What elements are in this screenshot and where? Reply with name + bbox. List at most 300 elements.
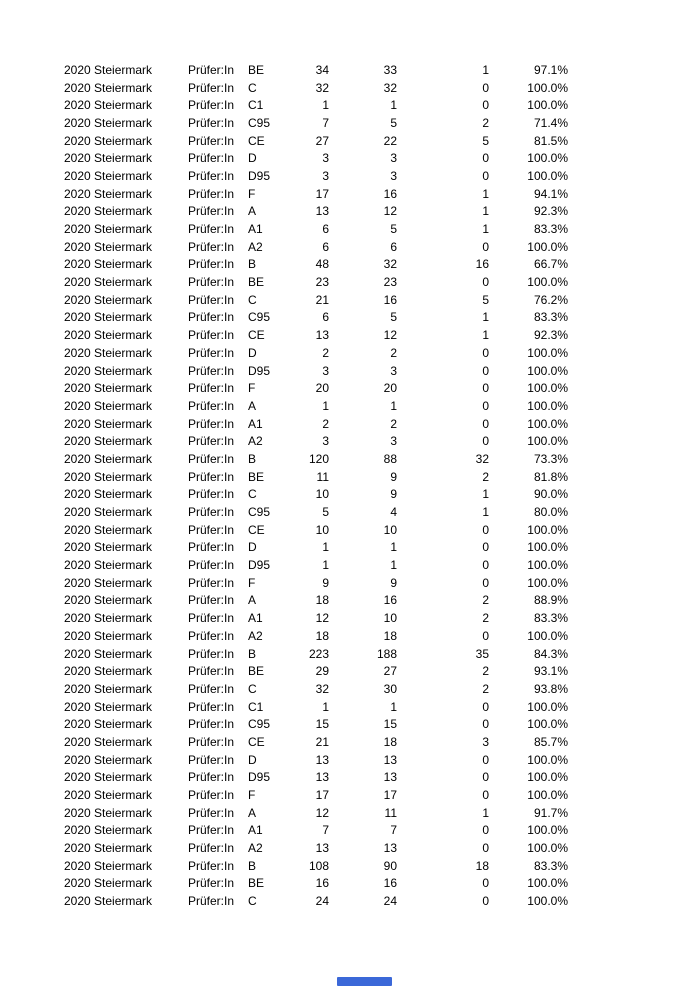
cell-pass-rate: 100.0% (527, 841, 568, 856)
cell-exams-passed: 33 (383, 62, 397, 77)
table-row (64, 132, 568, 150)
cell-examiner-label: Prüfer:In (188, 239, 235, 254)
cell-year-region: 2020 Steiermark (64, 611, 153, 626)
table-row (64, 627, 568, 645)
cell-license-class: A (248, 398, 257, 413)
table-row (64, 114, 568, 132)
cell-exams-passed: 9 (390, 487, 397, 502)
cell-exams-failed: 1 (482, 204, 489, 219)
cell-exams-passed: 27 (383, 664, 397, 679)
cell-examiner-label: Prüfer:In (188, 752, 235, 767)
cell-exams-total: 1 (322, 98, 329, 113)
cell-exams-failed: 0 (482, 575, 489, 590)
cell-exams-total: 6 (322, 239, 329, 254)
cell-year-region: 2020 Steiermark (64, 788, 153, 803)
cell-exams-passed: 1 (390, 558, 397, 573)
cell-license-class: C (248, 80, 257, 95)
cell-license-class: F (248, 381, 256, 396)
cell-exams-failed: 0 (482, 717, 489, 732)
cell-pass-rate: 94.1% (533, 186, 568, 201)
cell-exams-failed: 0 (482, 363, 489, 378)
cell-exams-passed: 9 (390, 469, 397, 484)
cell-year-region: 2020 Steiermark (64, 292, 153, 307)
cell-exams-failed: 16 (475, 257, 489, 272)
cell-exams-failed: 2 (482, 469, 489, 484)
cell-exams-failed: 0 (482, 275, 489, 290)
cell-year-region: 2020 Steiermark (64, 80, 153, 95)
cell-exams-failed: 0 (482, 823, 489, 838)
cell-year-region: 2020 Steiermark (64, 487, 153, 502)
cell-exams-passed: 12 (383, 204, 397, 219)
table-row (64, 167, 568, 185)
cell-examiner-label: Prüfer:In (188, 681, 235, 696)
cell-pass-rate: 83.3% (533, 858, 568, 873)
cell-year-region: 2020 Steiermark (64, 186, 153, 201)
cell-examiner-label: Prüfer:In (188, 505, 235, 520)
table-row (64, 556, 568, 574)
cell-exams-passed: 1 (390, 540, 397, 555)
cell-exams-passed: 3 (390, 434, 397, 449)
cell-pass-rate: 100.0% (527, 398, 568, 413)
cell-pass-rate: 100.0% (527, 168, 568, 183)
cell-exams-passed: 6 (390, 239, 397, 254)
cell-license-class: A (248, 805, 257, 820)
cell-pass-rate: 76.2% (533, 292, 568, 307)
cell-exams-total: 21 (315, 734, 329, 749)
cell-exams-failed: 1 (482, 505, 489, 520)
table-row (64, 857, 568, 875)
cell-exams-total: 12 (315, 805, 329, 820)
cell-year-region: 2020 Steiermark (64, 451, 153, 466)
cell-exams-passed: 10 (383, 522, 397, 537)
cell-license-class: BE (248, 469, 265, 484)
cell-license-class: D95 (248, 558, 271, 573)
cell-license-class: A2 (248, 434, 263, 449)
cell-examiner-label: Prüfer:In (188, 345, 235, 360)
cell-exams-total: 13 (315, 752, 329, 767)
cell-pass-rate: 100.0% (527, 416, 568, 431)
cell-exams-total: 108 (308, 858, 329, 873)
cell-exams-total: 9 (322, 575, 329, 590)
cell-examiner-label: Prüfer:In (188, 487, 235, 502)
cell-pass-rate: 100.0% (527, 628, 568, 643)
cell-license-class: A2 (248, 628, 263, 643)
cell-pass-rate: 100.0% (527, 275, 568, 290)
cell-year-region: 2020 Steiermark (64, 505, 153, 520)
cell-examiner-label: Prüfer:In (188, 204, 235, 219)
table-row (64, 662, 568, 680)
cell-exams-failed: 0 (482, 699, 489, 714)
cell-exams-total: 29 (315, 664, 329, 679)
cell-exams-failed: 0 (482, 752, 489, 767)
cell-license-class: D (248, 540, 257, 555)
cell-exams-passed: 4 (390, 505, 397, 520)
cell-year-region: 2020 Steiermark (64, 628, 153, 643)
table-row (64, 645, 568, 663)
cell-pass-rate: 100.0% (527, 151, 568, 166)
table-row (64, 875, 568, 893)
cell-exams-passed: 32 (383, 257, 397, 272)
cell-examiner-label: Prüfer:In (188, 151, 235, 166)
cell-exams-total: 17 (315, 788, 329, 803)
cell-exams-total: 13 (315, 204, 329, 219)
cell-exams-failed: 5 (482, 292, 489, 307)
cell-license-class: A2 (248, 841, 263, 856)
cell-year-region: 2020 Steiermark (64, 664, 153, 679)
cell-exams-failed: 1 (482, 222, 489, 237)
cell-exams-failed: 0 (482, 398, 489, 413)
cell-exams-total: 20 (315, 381, 329, 396)
cell-exams-total: 3 (322, 363, 329, 378)
cell-exams-failed: 1 (482, 328, 489, 343)
cell-exams-passed: 13 (383, 752, 397, 767)
cell-license-class: F (248, 186, 256, 201)
cell-license-class: B (248, 257, 257, 272)
cell-exams-passed: 16 (383, 292, 397, 307)
cell-year-region: 2020 Steiermark (64, 858, 153, 873)
cell-exams-total: 13 (315, 770, 329, 785)
cell-year-region: 2020 Steiermark (64, 841, 153, 856)
cell-pass-rate: 93.8% (533, 681, 568, 696)
cell-exams-passed: 16 (383, 186, 397, 201)
cell-examiner-label: Prüfer:In (188, 611, 235, 626)
cell-examiner-label: Prüfer:In (188, 416, 235, 431)
cell-exams-passed: 15 (383, 717, 397, 732)
cell-examiner-label: Prüfer:In (188, 381, 235, 396)
cell-exams-failed: 2 (482, 664, 489, 679)
table-row (64, 203, 568, 221)
table-row (64, 61, 568, 79)
cell-exams-total: 6 (322, 310, 329, 325)
cell-pass-rate: 80.0% (533, 505, 568, 520)
cell-year-region: 2020 Steiermark (64, 646, 153, 661)
cell-license-class: BE (248, 62, 265, 77)
cell-examiner-label: Prüfer:In (188, 894, 235, 909)
cell-examiner-label: Prüfer:In (188, 434, 235, 449)
cell-exams-total: 13 (315, 841, 329, 856)
cell-license-class: D95 (248, 168, 271, 183)
cell-exams-failed: 0 (482, 522, 489, 537)
table-row (64, 892, 568, 910)
cell-license-class: A (248, 593, 257, 608)
cell-exams-passed: 3 (390, 151, 397, 166)
table-row (64, 822, 568, 840)
cell-exams-failed: 1 (482, 62, 489, 77)
cell-exams-failed: 0 (482, 628, 489, 643)
cell-pass-rate: 100.0% (527, 558, 568, 573)
cell-exams-passed: 5 (390, 115, 397, 130)
cell-year-region: 2020 Steiermark (64, 540, 153, 555)
cell-pass-rate: 100.0% (527, 522, 568, 537)
cell-examiner-label: Prüfer:In (188, 699, 235, 714)
cell-examiner-label: Prüfer:In (188, 62, 235, 77)
cell-exams-total: 11 (316, 469, 329, 484)
cell-year-region: 2020 Steiermark (64, 681, 153, 696)
cell-year-region: 2020 Steiermark (64, 558, 153, 573)
cell-pass-rate: 88.9% (533, 593, 568, 608)
cell-examiner-label: Prüfer:In (188, 168, 235, 183)
cell-exams-failed: 1 (482, 805, 489, 820)
cell-license-class: C95 (248, 505, 271, 520)
table-row (64, 804, 568, 822)
cell-exams-total: 3 (322, 434, 329, 449)
cell-pass-rate: 100.0% (527, 894, 568, 909)
cell-exams-failed: 2 (482, 611, 489, 626)
cell-examiner-label: Prüfer:In (188, 876, 235, 891)
table-row (64, 486, 568, 504)
cell-license-class: A2 (248, 239, 263, 254)
cell-exams-failed: 1 (482, 310, 489, 325)
cell-pass-rate: 85.7% (533, 734, 568, 749)
table-row (64, 715, 568, 733)
cell-pass-rate: 100.0% (527, 363, 568, 378)
cell-examiner-label: Prüfer:In (188, 823, 235, 838)
cell-examiner-label: Prüfer:In (188, 80, 235, 95)
cell-exams-passed: 90 (383, 858, 397, 873)
cell-exams-failed: 0 (482, 416, 489, 431)
cell-pass-rate: 92.3% (533, 204, 568, 219)
cell-license-class: A1 (248, 611, 263, 626)
cell-exams-total: 13 (315, 328, 329, 343)
cell-pass-rate: 100.0% (527, 876, 568, 891)
cell-exams-passed: 7 (390, 823, 397, 838)
table-row (64, 609, 568, 627)
cell-examiner-label: Prüfer:In (188, 275, 235, 290)
cell-pass-rate: 100.0% (527, 770, 568, 785)
cell-year-region: 2020 Steiermark (64, 257, 153, 272)
cell-pass-rate: 100.0% (527, 717, 568, 732)
cell-pass-rate: 66.7% (533, 257, 568, 272)
table-row (64, 415, 568, 433)
cell-license-class: C1 (248, 98, 264, 113)
cell-examiner-label: Prüfer:In (188, 734, 235, 749)
cell-exams-total: 34 (315, 62, 329, 77)
cell-exams-total: 17 (315, 186, 329, 201)
cell-license-class: C95 (248, 717, 271, 732)
table-row (64, 309, 568, 327)
table-row (64, 698, 568, 716)
cell-examiner-label: Prüfer:In (188, 115, 235, 130)
cell-exams-total: 10 (315, 487, 329, 502)
cell-examiner-label: Prüfer:In (188, 646, 235, 661)
cell-examiner-label: Prüfer:In (188, 788, 235, 803)
cell-license-class: C1 (248, 699, 264, 714)
cell-exams-failed: 0 (482, 540, 489, 555)
cell-exams-total: 12 (315, 611, 329, 626)
cell-pass-rate: 100.0% (527, 381, 568, 396)
cell-year-region: 2020 Steiermark (64, 823, 153, 838)
table-row (64, 733, 568, 751)
cell-exams-passed: 3 (390, 363, 397, 378)
cell-license-class: F (248, 575, 256, 590)
cell-pass-rate: 81.5% (533, 133, 568, 148)
cell-year-region: 2020 Steiermark (64, 522, 153, 537)
cell-exams-passed: 5 (390, 222, 397, 237)
table-row (64, 79, 568, 97)
report-table (64, 61, 568, 910)
cell-license-class: D95 (248, 770, 271, 785)
cell-license-class: CE (248, 522, 265, 537)
cell-examiner-label: Prüfer:In (188, 451, 235, 466)
bottom-indicator-bar (337, 977, 392, 986)
table-row (64, 344, 568, 362)
cell-year-region: 2020 Steiermark (64, 770, 153, 785)
table-row (64, 149, 568, 167)
cell-exams-passed: 2 (390, 416, 397, 431)
cell-license-class: C95 (248, 310, 271, 325)
cell-pass-rate: 81.8% (533, 469, 568, 484)
table-row (64, 326, 568, 344)
cell-exams-passed: 1 (390, 98, 397, 113)
cell-exams-total: 5 (322, 505, 329, 520)
cell-year-region: 2020 Steiermark (64, 168, 153, 183)
cell-exams-total: 32 (315, 681, 329, 696)
table-row (64, 379, 568, 397)
cell-exams-total: 15 (315, 717, 329, 732)
cell-license-class: BE (248, 664, 265, 679)
cell-license-class: C (248, 681, 257, 696)
cell-exams-total: 1 (322, 699, 329, 714)
cell-year-region: 2020 Steiermark (64, 752, 153, 767)
cell-exams-failed: 1 (482, 487, 489, 502)
cell-license-class: D (248, 752, 257, 767)
cell-year-region: 2020 Steiermark (64, 310, 153, 325)
table-row (64, 592, 568, 610)
cell-exams-failed: 0 (482, 345, 489, 360)
cell-license-class: D (248, 151, 257, 166)
cell-exams-failed: 0 (482, 381, 489, 396)
table-row (64, 220, 568, 238)
cell-exams-passed: 18 (383, 628, 397, 643)
cell-examiner-label: Prüfer:In (188, 257, 235, 272)
table-row (64, 503, 568, 521)
cell-examiner-label: Prüfer:In (188, 717, 235, 732)
cell-license-class: B (248, 646, 257, 661)
cell-year-region: 2020 Steiermark (64, 204, 153, 219)
cell-year-region: 2020 Steiermark (64, 133, 153, 148)
table-row (64, 450, 568, 468)
table-row (64, 751, 568, 769)
cell-year-region: 2020 Steiermark (64, 62, 153, 77)
cell-examiner-label: Prüfer:In (188, 664, 235, 679)
cell-exams-failed: 1 (482, 186, 489, 201)
cell-examiner-label: Prüfer:In (188, 841, 235, 856)
table-row (64, 362, 568, 380)
cell-year-region: 2020 Steiermark (64, 593, 153, 608)
cell-exams-failed: 0 (482, 151, 489, 166)
cell-year-region: 2020 Steiermark (64, 239, 153, 254)
cell-year-region: 2020 Steiermark (64, 734, 153, 749)
cell-exams-passed: 17 (383, 788, 397, 803)
cell-exams-passed: 10 (383, 611, 397, 626)
cell-examiner-label: Prüfer:In (188, 98, 235, 113)
cell-pass-rate: 100.0% (527, 98, 568, 113)
cell-exams-failed: 0 (482, 168, 489, 183)
cell-exams-failed: 2 (482, 593, 489, 608)
cell-license-class: A1 (248, 222, 263, 237)
table-row (64, 468, 568, 486)
cell-exams-failed: 0 (482, 558, 489, 573)
cell-year-region: 2020 Steiermark (64, 416, 153, 431)
cell-license-class: A1 (248, 823, 263, 838)
cell-exams-total: 3 (322, 168, 329, 183)
cell-examiner-label: Prüfer:In (188, 310, 235, 325)
cell-year-region: 2020 Steiermark (64, 363, 153, 378)
cell-exams-total: 18 (315, 628, 329, 643)
cell-examiner-label: Prüfer:In (188, 222, 235, 237)
cell-pass-rate: 100.0% (527, 80, 568, 95)
cell-pass-rate: 100.0% (527, 823, 568, 838)
table-row (64, 397, 568, 415)
cell-license-class: CE (248, 734, 265, 749)
cell-exams-failed: 0 (482, 788, 489, 803)
cell-license-class: A (248, 204, 257, 219)
cell-pass-rate: 100.0% (527, 434, 568, 449)
cell-exams-passed: 30 (383, 681, 397, 696)
cell-exams-passed: 16 (383, 876, 397, 891)
cell-exams-failed: 32 (475, 451, 489, 466)
table-row (64, 539, 568, 557)
cell-exams-total: 7 (322, 823, 329, 838)
cell-year-region: 2020 Steiermark (64, 115, 153, 130)
cell-exams-passed: 12 (383, 328, 397, 343)
cell-year-region: 2020 Steiermark (64, 98, 153, 113)
cell-exams-total: 23 (315, 275, 329, 290)
table-row (64, 786, 568, 804)
cell-examiner-label: Prüfer:In (188, 398, 235, 413)
cell-exams-passed: 22 (383, 133, 397, 148)
cell-examiner-label: Prüfer:In (188, 292, 235, 307)
cell-exams-total: 1 (322, 398, 329, 413)
cell-exams-failed: 0 (482, 80, 489, 95)
cell-examiner-label: Prüfer:In (188, 186, 235, 201)
cell-year-region: 2020 Steiermark (64, 699, 153, 714)
cell-examiner-label: Prüfer:In (188, 363, 235, 378)
cell-pass-rate: 100.0% (527, 239, 568, 254)
cell-year-region: 2020 Steiermark (64, 876, 153, 891)
cell-exams-failed: 0 (482, 770, 489, 785)
cell-license-class: CE (248, 133, 265, 148)
cell-exams-passed: 18 (383, 734, 397, 749)
cell-examiner-label: Prüfer:In (188, 522, 235, 537)
cell-year-region: 2020 Steiermark (64, 151, 153, 166)
cell-exams-passed: 3 (390, 168, 397, 183)
cell-exams-total: 48 (315, 257, 329, 272)
cell-pass-rate: 100.0% (527, 575, 568, 590)
cell-pass-rate: 100.0% (527, 540, 568, 555)
cell-year-region: 2020 Steiermark (64, 717, 153, 732)
cell-examiner-label: Prüfer:In (188, 593, 235, 608)
table-row (64, 96, 568, 114)
cell-license-class: B (248, 858, 257, 873)
cell-exams-total: 16 (315, 876, 329, 891)
cell-examiner-label: Prüfer:In (188, 328, 235, 343)
cell-year-region: 2020 Steiermark (64, 275, 153, 290)
cell-exams-passed: 5 (390, 310, 397, 325)
cell-year-region: 2020 Steiermark (64, 469, 153, 484)
cell-exams-passed: 9 (390, 575, 397, 590)
cell-pass-rate: 97.1% (533, 62, 568, 77)
table-row (64, 185, 568, 203)
cell-year-region: 2020 Steiermark (64, 222, 153, 237)
cell-license-class: C (248, 487, 257, 502)
cell-exams-passed: 2 (390, 345, 397, 360)
cell-exams-failed: 3 (482, 734, 489, 749)
cell-examiner-label: Prüfer:In (188, 469, 235, 484)
cell-examiner-label: Prüfer:In (188, 558, 235, 573)
cell-exams-total: 7 (322, 115, 329, 130)
cell-exams-failed: 0 (482, 239, 489, 254)
